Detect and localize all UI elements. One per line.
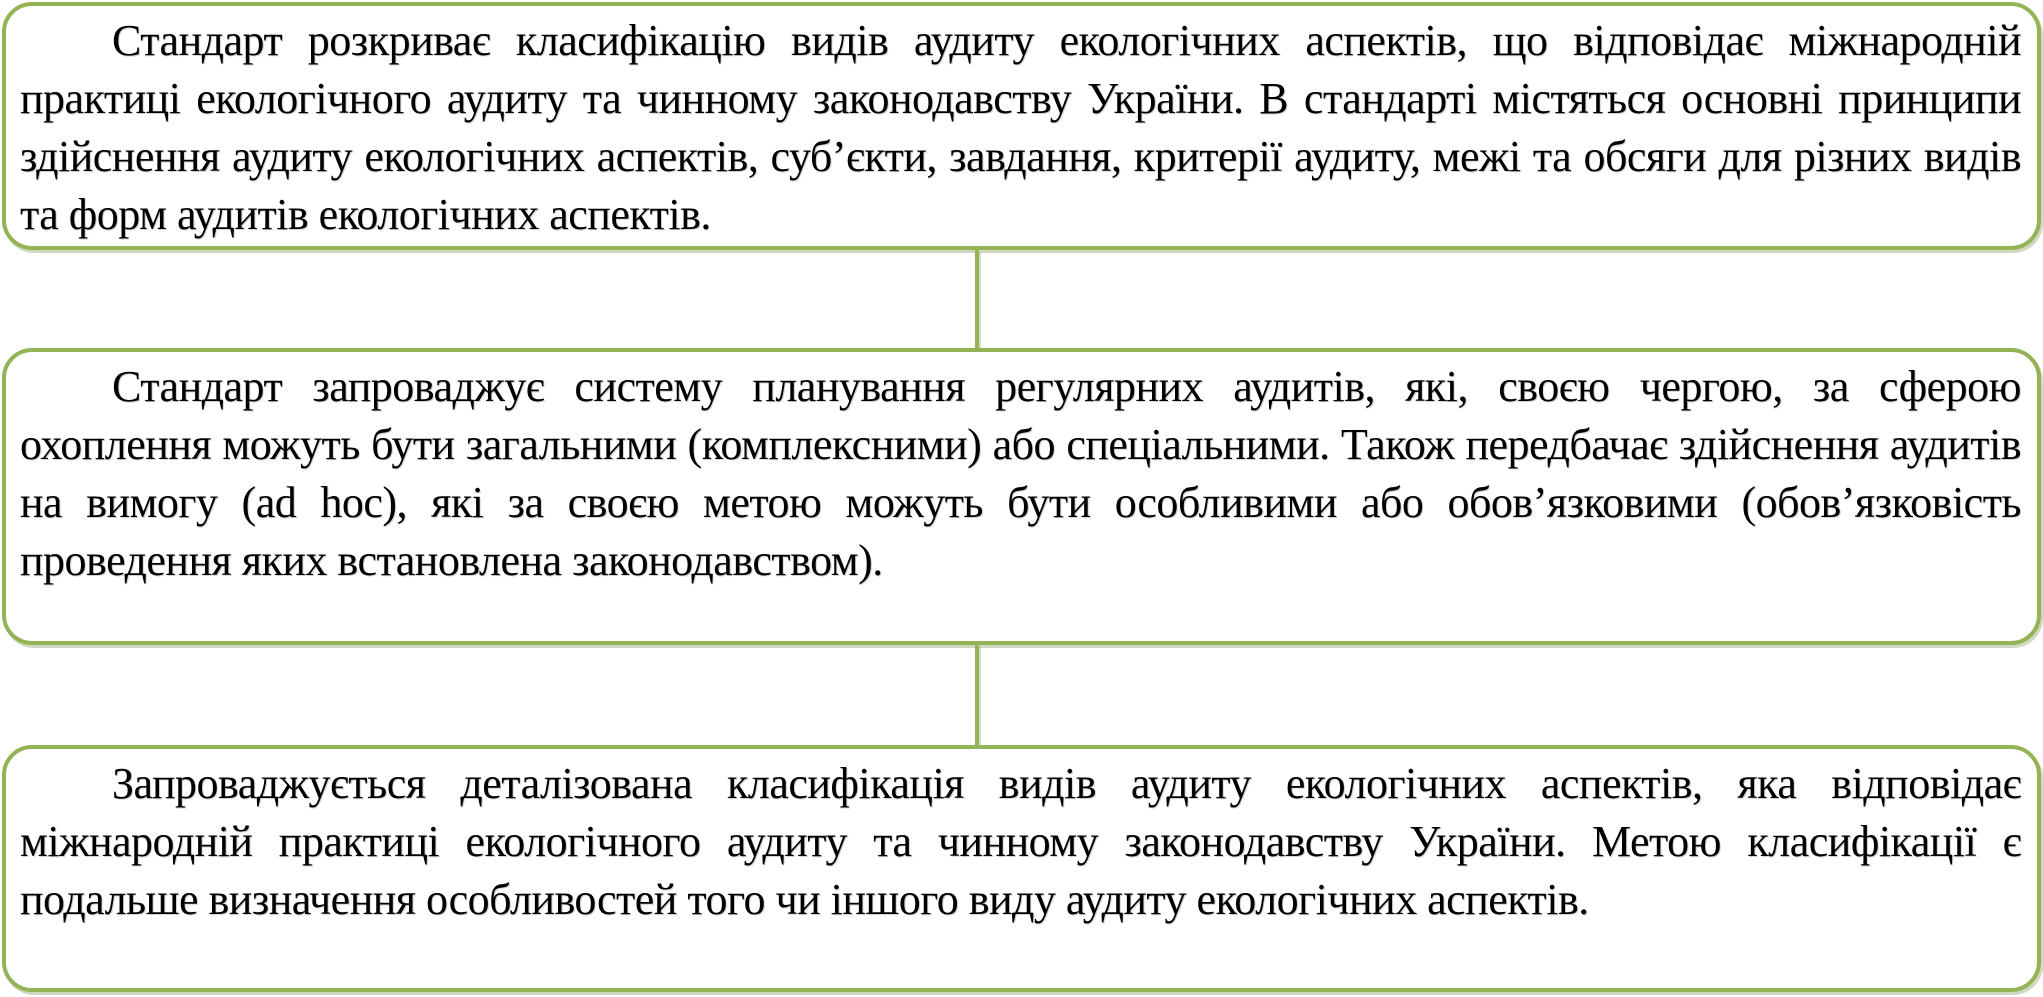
flow-box-text: Стандарт розкриває класифікацію видів аудиту екологічних аспектів, що відповідає міжнародній практиці екологічного аудиту та чинному законодавству України. В стандарті містяться основні принципи здійснення аудиту екологічних аспектів, суб’єкти, завдання, критерії аудиту, межі та обсяги для різних видів та форм аудитів екологічних аспектів. (20, 16, 2021, 239)
connector-line-box1-box2 (975, 250, 979, 348)
flow-box-standard-planning-system (2, 348, 2041, 645)
connector-line-box2-box3 (975, 645, 979, 745)
flow-box-standard-classification (2, 2, 2041, 250)
flow-box-detailed-classification (2, 745, 2041, 992)
flow-box-text: Запроваджується деталізована класифікація видів аудиту екологічних аспектів, яка відповідає міжнародній практиці екологічного аудиту та чинному законодавству України. Метою класифікації є подальше визначення особливостей того чи іншого виду аудиту екологічних аспектів. (20, 759, 2021, 924)
flow-box-text: Стандарт запроваджує систему планування регулярних аудитів, які, своєю чергою, за сферою охоплення можуть бути загальними (комплексними) або спеціальними. Також передбачає здійснення аудитів на вимогу (ad hoc), які за своєю метою можуть бути особливими або обов’язковими (обов’язковість проведення яких встановлена законодавством). (20, 362, 2021, 585)
